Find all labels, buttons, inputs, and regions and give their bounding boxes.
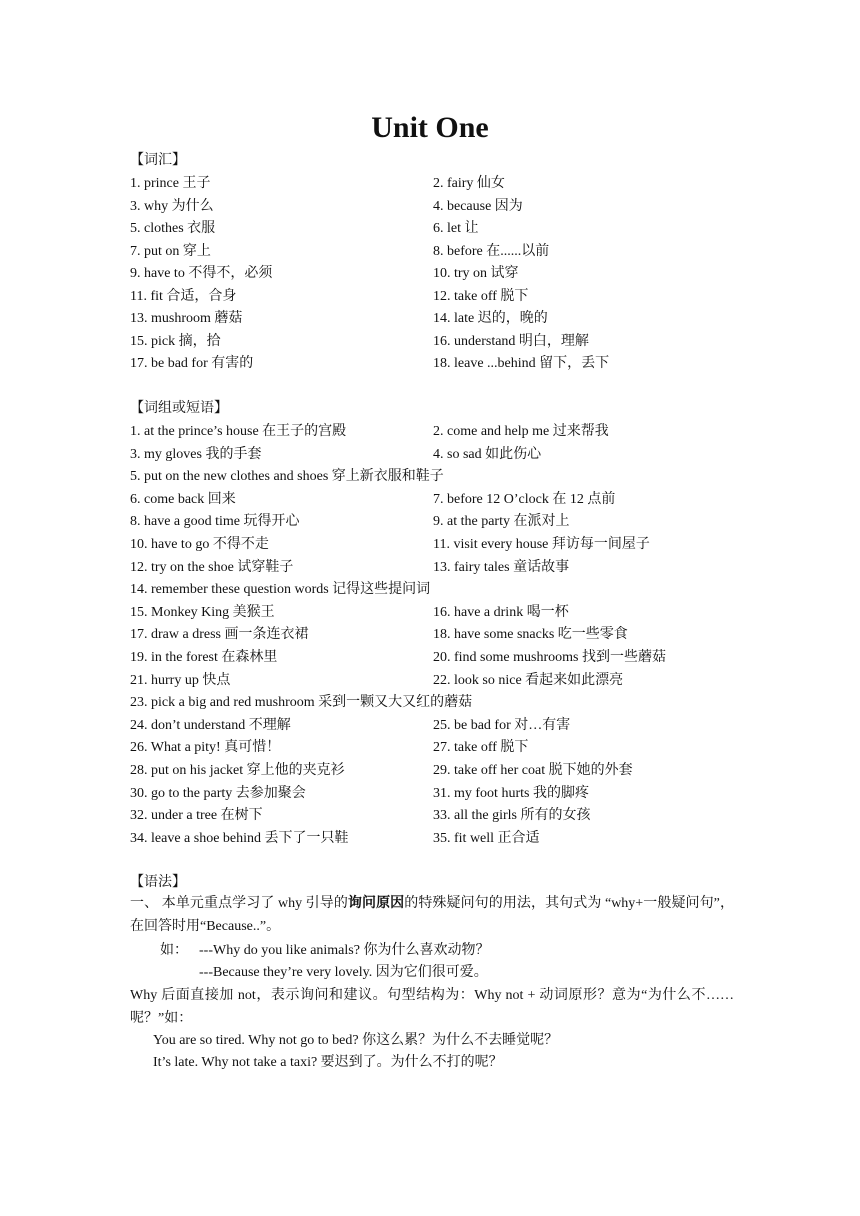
vocab-item: 5. clothes 衣服	[130, 221, 216, 236]
grammar-text: 一、 本单元重点学习了 why 引导的	[130, 896, 348, 911]
example-sentence-2: It’s late. Why not take a taxi? 要迟到了。为什么不打的呢？	[153, 1055, 503, 1070]
phrases-item: 14. remember these question words 记得这些提问词	[130, 582, 431, 598]
phrases-item: 25. be bad for 对…有害	[433, 717, 571, 733]
phrases-item: 13. fairy tales 童话故事	[433, 559, 570, 575]
vocab-item: 18. leave ...behind 留下，丢下	[433, 356, 610, 371]
phrases-item: 8. have a good time 玩得开心	[130, 514, 300, 530]
example-label: 如：	[160, 943, 188, 958]
example-answer: ---Because they’re very lovely. 因为它们很可爱。	[199, 965, 488, 980]
phrases-item: 11. visit every house 拜访每一间屋子	[433, 537, 650, 552]
phrases-item: 5. put on the new clothes and shoes 穿上新衣服和鞋子	[130, 469, 444, 485]
phrases-item: 1. at the prince’s house 在王子的宫殿	[130, 424, 347, 439]
example-sentence-1: You are so tired. Why not go to bed? 你这么累？为什么不去睡觉呢？	[153, 1033, 559, 1048]
phrases-item: 21. hurry up 快点	[130, 672, 231, 688]
vocab-item: 4. because 因为	[433, 198, 523, 214]
vocab-item: 16. understand 明白，理解	[433, 333, 589, 349]
phrases-item: 19. in the forest 在森林里	[130, 650, 278, 665]
vocab-item: 14. late 迟的，晚的	[433, 311, 548, 326]
vocab-item: 3. why 为什么	[130, 198, 214, 214]
phrases-item: 15. Monkey King 美猴王	[130, 604, 275, 620]
phrases-item: 23. pick a big and red mushroom 采到一颗又大又红的蘑菇	[130, 695, 473, 711]
vocab-item: 10. try on 试穿	[433, 266, 519, 281]
grammar-paragraph-1	[130, 893, 734, 938]
phrases-item: 4. so sad 如此伤心	[433, 446, 542, 462]
phrases-item: 35. fit well 正合适	[433, 830, 540, 846]
phrases-item: 28. put on his jacket 穿上他的夹克衫	[130, 763, 345, 778]
phrases-item: 29. take off her coat 脱下她的外套	[433, 763, 633, 778]
phrases-item: 17. draw a dress 画一条连衣裙	[130, 627, 309, 643]
phrases-heading: 【词组或短语】	[130, 401, 228, 416]
vocab-item: 1. prince 王子	[130, 176, 211, 191]
phrases-item: 32. under a tree 在树下	[130, 808, 263, 824]
vocab-item: 2. fairy 仙女	[433, 176, 505, 191]
vocab-item: 17. be bad for 有害的	[130, 356, 254, 371]
phrases-item: 24. don’t understand 不理解	[130, 717, 291, 733]
grammar-emphasis: 询问原因	[347, 896, 405, 911]
phrases-item: 33. all the girls 所有的女孩	[433, 808, 591, 824]
phrases-item: 22. look so nice 看起来如此漂亮	[433, 672, 624, 688]
phrases-item: 12. try on the shoe 试穿鞋子	[130, 559, 294, 575]
vocab-item: 11. fit 合适，合身	[130, 288, 237, 304]
phrases-item: 16. have a drink 喝一杯	[433, 604, 569, 620]
phrases-item: 31. my foot hurts 我的脚疼	[433, 785, 589, 801]
phrases-item: 6. come back 回来	[130, 491, 236, 507]
vocab-item: 7. put on 穿上	[130, 243, 211, 259]
vocab-item: 15. pick 摘，拾	[130, 333, 221, 349]
vocab-item: 8. before 在......以前	[433, 243, 550, 259]
phrases-item: 2. come and help me 过来帮我	[433, 424, 609, 439]
vocab-item: 13. mushroom 蘑菇	[130, 311, 243, 326]
phrases-item: 26. What a pity! 真可惜！	[130, 740, 281, 756]
vocab-heading: 【词汇】	[130, 153, 186, 168]
grammar-paragraph-2: Why 后面直接加 not，表示询问和建议。句型结构为：Why not + 动词原形？意为“为什么不……呢？”如：	[130, 988, 734, 1026]
phrases-item: 3. my gloves 我的手套	[130, 446, 262, 462]
grammar-heading: 【语法】	[130, 875, 186, 890]
phrases-item: 18. have some snacks 吃一些零食	[433, 627, 628, 643]
vocab-item: 9. have to 不得不，必须	[130, 266, 273, 281]
phrases-item: 30. go to the party 去参加聚会	[130, 785, 306, 801]
page-title: Unit One	[371, 111, 489, 144]
grammar-text: 的特殊疑问句的用法，其句式为 “why+一般疑问句”，在回答时用“Because..”。	[130, 896, 734, 934]
phrases-item: 10. have to go 不得不走	[130, 537, 269, 552]
phrases-item: 27. take off 脱下	[433, 740, 529, 756]
vocab-item: 12. take off 脱下	[433, 288, 529, 304]
example-question: ---Why do you like animals? 你为什么喜欢动物？	[199, 943, 490, 958]
phrases-item: 34. leave a shoe behind 丢下了一只鞋	[130, 830, 349, 846]
phrases-item: 20. find some mushrooms 找到一些蘑菇	[433, 650, 666, 665]
vocab-item: 6. let 让	[433, 221, 479, 236]
phrases-item: 9. at the party 在派对上	[433, 514, 570, 530]
phrases-item: 7. before 12 O’clock 在 12 点前	[433, 491, 616, 507]
